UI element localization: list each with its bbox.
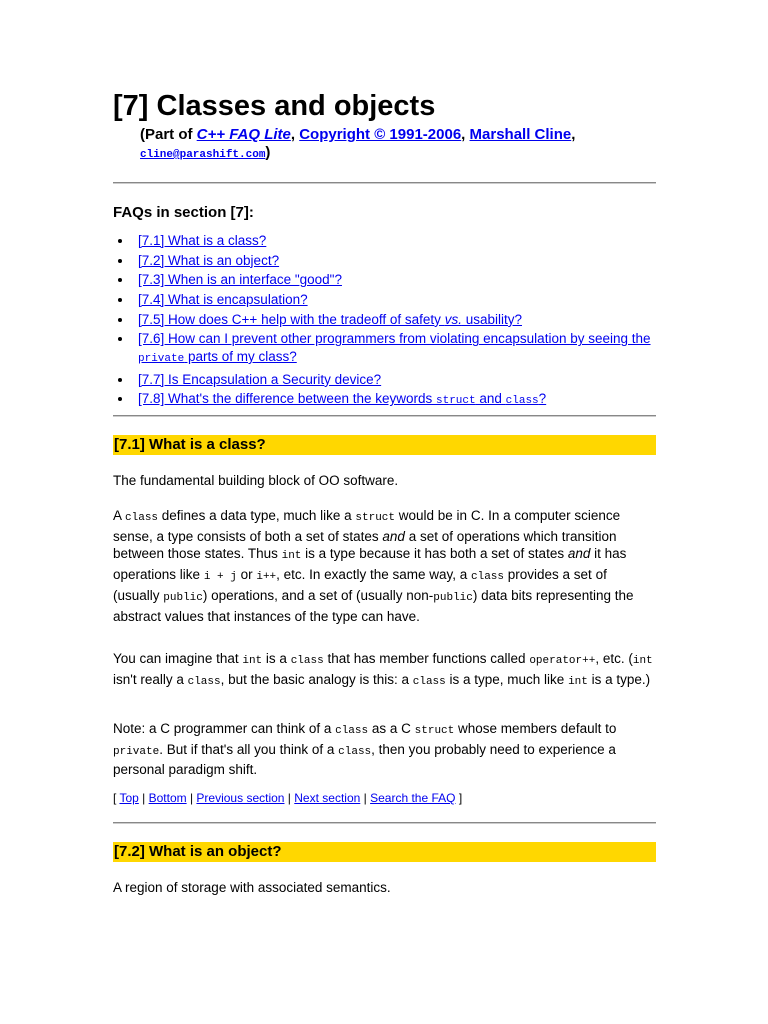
code: operator++ (529, 655, 596, 667)
email-link[interactable]: cline@parashift.com (140, 149, 266, 161)
subtitle (140, 126, 660, 164)
text: Note: a C programmer can think of a (113, 721, 336, 736)
code: int (242, 655, 263, 667)
toc-code: private (138, 352, 185, 365)
toc-text: [7.6] How can I prevent other programmers from violating encapsulation by seeing the (138, 331, 651, 347)
code: i++ (256, 571, 277, 584)
text: ) data bits representing the abstract values that instances of the type can have. (113, 587, 634, 624)
text: You can imagine that (113, 651, 243, 666)
faq-lite-link-text: C++ FAQ Lite (196, 126, 291, 143)
code: class (187, 675, 221, 688)
emphasis: and (567, 546, 591, 562)
toc-text: [7.5] How does C++ help with the tradeoff of safety (138, 311, 445, 327)
code: class (471, 571, 505, 584)
divider (113, 415, 656, 417)
text: isn't really a (113, 671, 188, 687)
text: provides a set of (usually (113, 567, 607, 603)
list-item (133, 252, 658, 270)
nav-bottom-link[interactable]: Bottom (148, 791, 187, 805)
code: class (290, 655, 324, 667)
text: A (113, 508, 126, 523)
toc-text: [7.8] What's the difference between the keywords (138, 391, 436, 407)
list-item (133, 271, 658, 289)
author-link[interactable]: Marshall Cline (469, 126, 572, 143)
code: struct (414, 725, 455, 737)
nav-bracket: [ (113, 791, 120, 805)
text: would be in C. In a computer science sense, a type consists of both a set of states (113, 508, 621, 544)
text: or (236, 567, 257, 583)
text: . But if that's all you think of a (159, 741, 339, 757)
text: defines a data type, much like a (158, 508, 356, 523)
code: int (568, 675, 588, 688)
text: is a type.) (587, 671, 651, 687)
toc-code: class (505, 395, 539, 408)
toc-link-7-3[interactable]: [7.3] When is an interface "good"? (138, 272, 342, 288)
toc-list (113, 232, 658, 413)
code: public (163, 591, 203, 604)
text: is a type because it has both a set of states (301, 546, 568, 562)
text: is a (262, 651, 291, 666)
nav-separator: | (284, 791, 295, 805)
toc-code: struct (436, 395, 476, 408)
text: ) operations, and a set of (usually non- (202, 587, 434, 603)
nav-separator: | (186, 791, 197, 805)
paragraph: A region of storage with associated semantics. (113, 880, 391, 895)
toc-link-7-7[interactable]: [7.7] Is Encapsulation a Security device? (138, 371, 382, 387)
copyright-link[interactable]: Copyright © 1991-2006 (299, 126, 462, 143)
text: , but the basic analogy is this: a (220, 671, 413, 687)
text: as a C (368, 721, 415, 736)
code: class (125, 512, 159, 524)
section-heading-7-1: [7.1] What is a class? (113, 435, 656, 455)
code: private (113, 745, 160, 758)
code: int (281, 550, 302, 563)
code: public (433, 591, 473, 604)
toc-text: and (475, 391, 506, 407)
section-nav (113, 790, 462, 806)
text: it has operations like (113, 546, 627, 583)
text: that has member functions called (323, 651, 530, 666)
divider (113, 822, 656, 824)
toc-heading: FAQs in section [7]: (113, 204, 254, 221)
code: class (412, 675, 446, 688)
subtitle-sep: , (290, 126, 300, 143)
toc-text: usability? (461, 311, 522, 327)
toc-link-7-2[interactable]: [7.2] What is an object? (138, 252, 280, 268)
text: , etc. ( (595, 651, 633, 666)
subtitle-sep: , (571, 126, 576, 143)
nav-bracket: ] (455, 791, 463, 805)
toc-text-italic: vs. (444, 311, 462, 327)
code: i + j (203, 571, 237, 584)
code: class (338, 745, 372, 758)
subtitle-suffix: ) (265, 144, 271, 161)
emphasis: and (382, 528, 405, 544)
subtitle-prefix: (Part of (140, 126, 197, 143)
toc-link-7-8[interactable] (138, 391, 546, 406)
nav-next-section-link[interactable]: Next section (294, 791, 361, 805)
section-heading-7-2: [7.2] What is an object? (113, 842, 656, 862)
list-item (133, 371, 658, 389)
text: , then you probably need to experience a personal paradigm shift. (113, 741, 616, 778)
page-title: [7] Classes and objects (113, 90, 436, 122)
faq-lite-link[interactable] (197, 126, 291, 143)
code: class (335, 725, 369, 737)
toc-text: ? (538, 391, 547, 407)
code: struct (355, 512, 396, 524)
list-item (133, 311, 658, 329)
paragraph: The fundamental building block of OO software. (113, 473, 399, 488)
nav-search-faq-link[interactable]: Search the FAQ (370, 791, 456, 805)
list-item (133, 232, 658, 250)
nav-top-link[interactable]: Top (119, 791, 139, 805)
toc-link-7-5[interactable] (138, 312, 522, 327)
paragraph (113, 650, 656, 691)
text: is a type, much like (445, 671, 569, 687)
list-item (133, 390, 658, 411)
nav-separator: | (360, 791, 371, 805)
text: a set of operations which transition between those states. Thus (113, 528, 617, 562)
nav-separator: | (138, 791, 149, 805)
text: whose members default to (454, 721, 617, 736)
toc-link-7-1[interactable]: [7.1] What is a class? (138, 233, 267, 248)
toc-text: parts of my class? (184, 348, 297, 364)
paragraph (113, 507, 656, 625)
text: , etc. In exactly the same way, a (276, 567, 471, 583)
nav-previous-section-link[interactable]: Previous section (196, 791, 285, 805)
paragraph (113, 720, 656, 779)
list-item (133, 330, 658, 368)
code: int (632, 655, 653, 667)
list-item (133, 291, 658, 309)
subtitle-sep: , (461, 126, 470, 143)
toc-link-7-6[interactable] (138, 331, 651, 364)
divider (113, 182, 656, 184)
toc-link-7-4[interactable]: [7.4] What is encapsulation? (138, 292, 308, 308)
